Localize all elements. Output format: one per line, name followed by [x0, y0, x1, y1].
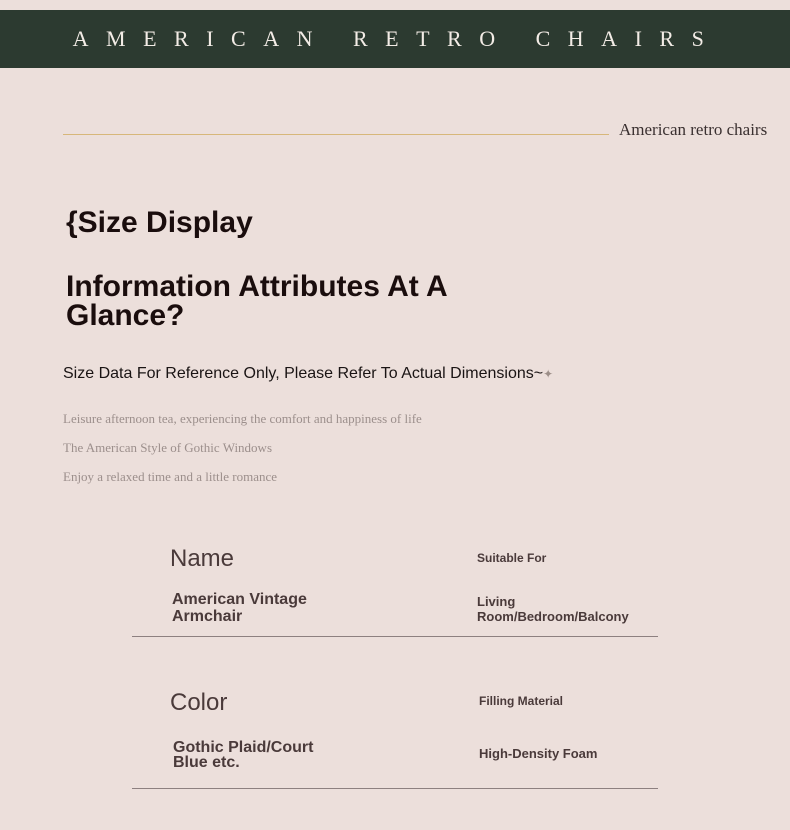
filling-material-value: High-Density Foam — [479, 746, 598, 761]
size-reference-note — [63, 365, 553, 383]
gold-divider — [63, 134, 609, 135]
size-reference-note-text: Size Data For Reference Only, Please Refer To Actual Dimensions~ — [63, 365, 544, 382]
brand-title: AMERICAN RETRO CHAIRS — [72, 26, 722, 51]
section-heading-line2 — [66, 272, 448, 330]
row-divider — [132, 636, 658, 637]
sparkle-icon: ✦ — [543, 367, 554, 381]
filling-material-label: Filling Material — [479, 694, 564, 708]
row-divider — [132, 788, 658, 789]
suitable-for-label: Suitable For — [477, 551, 547, 565]
color-value: Gothic Plaid/Court Blue etc. — [173, 739, 314, 771]
name-value: American Vintage Armchair — [172, 591, 307, 625]
header-bar — [0, 10, 790, 68]
tagline-item: Leisure afternoon tea, experiencing the comfort and happiness of life — [63, 411, 422, 426]
section-heading-line2a: Information Attributes At A — [66, 270, 448, 303]
name-label: Name — [170, 545, 235, 572]
tagline-item: The American Style of Gothic Windows — [63, 440, 273, 455]
section-heading-line1: {Size Display — [66, 206, 253, 239]
color-label: Color — [170, 689, 228, 716]
tagline-item: Enjoy a relaxed time and a little romance — [63, 469, 278, 484]
suitable-for-value: Living Room/Bedroom/Balcony — [477, 594, 629, 624]
section-heading-line2b: Glance? — [66, 299, 185, 332]
divider-caption: American retro chairs — [619, 120, 768, 139]
